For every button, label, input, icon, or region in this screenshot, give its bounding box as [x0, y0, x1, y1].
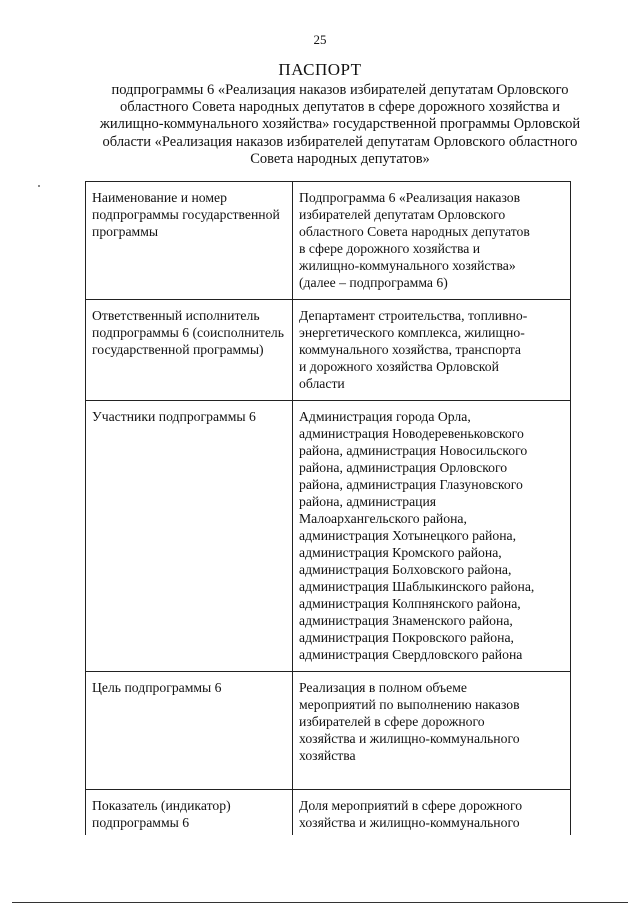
- bottom-rule: [12, 902, 628, 903]
- margin-mark: [38, 185, 40, 187]
- value-line: администрация Покровского района,: [299, 630, 514, 645]
- table-row: [86, 790, 571, 836]
- label-line: Наименование и номер: [92, 190, 227, 205]
- label-line: подпрограммы 6 (соисполнитель: [92, 325, 284, 340]
- value-line: области: [299, 376, 345, 391]
- value-line: областного Совета народных депутатов: [299, 224, 530, 239]
- table-row: [86, 672, 571, 790]
- value-line: хозяйства и жилищно-коммунального: [299, 731, 520, 746]
- label-line: государственной программы): [92, 342, 264, 357]
- page-title: ПАСПОРТ: [278, 60, 362, 79]
- field-label: [86, 790, 293, 836]
- field-value: [293, 300, 571, 401]
- value-line: района, администрация Новосильского: [299, 443, 528, 458]
- table-row: [86, 300, 571, 401]
- value-line: Подпрограмма 6 «Реализация наказов: [299, 190, 521, 205]
- value-line: Администрация города Орла,: [299, 409, 471, 424]
- value-line: энергетического комплекса, жилищно-: [299, 325, 525, 340]
- value-line: района, администрация Глазуновского: [299, 477, 523, 492]
- field-value: [293, 790, 571, 836]
- document-subtitle: [82, 82, 598, 168]
- field-label: [86, 672, 293, 790]
- subtitle-line: Совета народных депутатов»: [250, 150, 430, 167]
- label-line: Показатель (индикатор): [92, 798, 231, 813]
- subtitle-line: областного Совета народных депутатов в сфере дорожного хозяйства и: [119, 99, 560, 116]
- value-line: района, администрация: [299, 494, 437, 509]
- field-label: [86, 300, 293, 401]
- value-line: Реализация в полном объеме: [299, 680, 467, 695]
- value-line: Малоархангельского района,: [299, 511, 467, 526]
- value-line: избирателей депутатам Орловского: [299, 207, 506, 222]
- value-line: района, администрация Орловского: [299, 460, 508, 475]
- value-line: администрация Знаменского района,: [299, 613, 513, 628]
- value-line: Доля мероприятий в сфере дорожного: [299, 798, 523, 813]
- label-line: программы: [92, 224, 159, 239]
- value-line: хозяйства: [299, 748, 356, 763]
- field-label: [86, 401, 293, 672]
- label-line: Участники подпрограммы 6: [92, 409, 256, 424]
- value-line: в сфере дорожного хозяйства и: [299, 241, 481, 256]
- value-line: Департамент строительства, топливно-: [299, 308, 528, 323]
- label-line: подпрограммы 6: [92, 815, 190, 830]
- label-line: Ответственный исполнитель: [92, 308, 260, 323]
- subtitle-line: подпрограммы 6 «Реализация наказов избирателей депутатам Орловского: [111, 82, 569, 98]
- value-line: администрация Колпнянского района,: [299, 596, 521, 611]
- value-line: администрация Свердловского района: [299, 647, 523, 662]
- field-value: [293, 401, 571, 672]
- value-line: администрация Кромского района,: [299, 545, 502, 560]
- label-line: подпрограммы государственной: [92, 207, 280, 222]
- table-row: [86, 182, 571, 300]
- value-line: мероприятий по выполнению наказов: [299, 697, 520, 712]
- table-row: [86, 401, 571, 672]
- value-line: (далее – подпрограмма 6): [299, 275, 448, 290]
- subtitle-line: жилищно-коммунального хозяйства» государственной программы Орловской: [99, 116, 581, 133]
- value-line: коммунального хозяйства, транспорта: [299, 342, 521, 357]
- value-line: администрация Шаблыкинского района,: [299, 579, 535, 594]
- value-line: [299, 764, 565, 781]
- subtitle-line: области «Реализация наказов избирателей депутатам Орловского областного: [102, 133, 578, 150]
- label-line: Цель подпрограммы 6: [92, 680, 222, 695]
- passport-table: [85, 181, 571, 835]
- page-number: 25: [313, 32, 327, 47]
- field-value: [293, 672, 571, 790]
- value-line: хозяйства и жилищно-коммунального: [299, 815, 520, 830]
- field-value: [293, 182, 571, 300]
- value-line: администрация Хотынецкого района,: [299, 528, 517, 543]
- value-line: и дорожного хозяйства Орловской: [299, 359, 499, 374]
- field-label: [86, 182, 293, 300]
- value-line: избирателей в сфере дорожного: [299, 714, 485, 729]
- value-line: администрация Новодеревеньковского: [299, 426, 524, 441]
- value-line: жилищно-коммунального хозяйства»: [299, 258, 516, 273]
- value-line: администрация Болховского района,: [299, 562, 512, 577]
